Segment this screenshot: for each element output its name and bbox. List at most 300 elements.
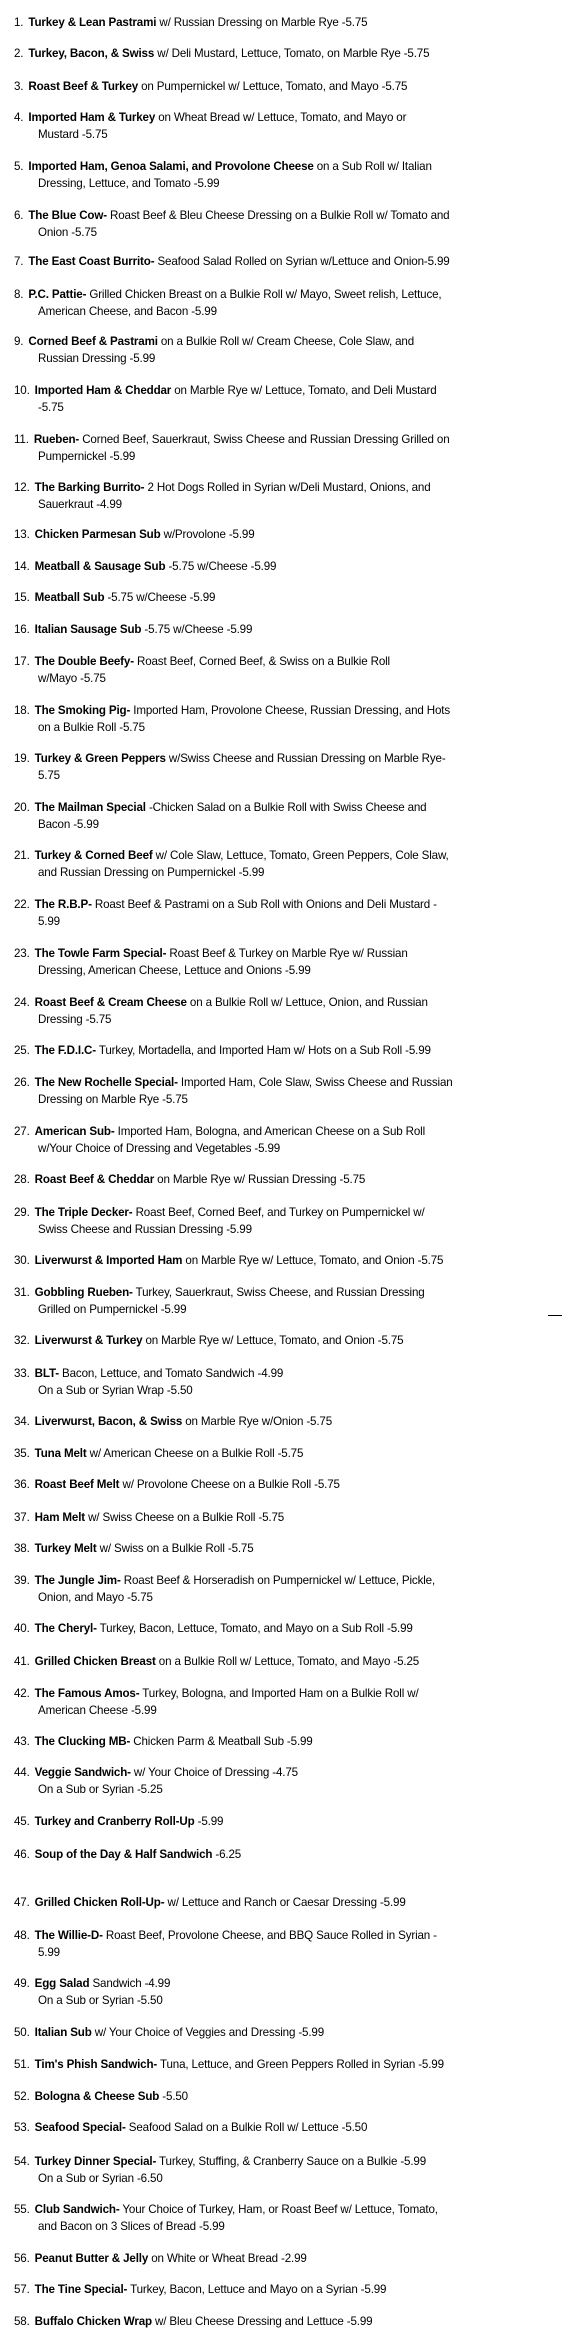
item-description-continued: 5.99 xyxy=(38,915,60,929)
item-number: 6. xyxy=(14,209,24,223)
item-description: Turkey, Bacon, Lettuce and Mayo on a Syrian -5.99 xyxy=(127,2282,387,2296)
menu-item xyxy=(14,1620,539,1637)
item-description: -6.25 xyxy=(212,1847,242,1861)
item-name: Imported Ham & Cheddar xyxy=(34,383,172,397)
item-name: Grilled Chicken Roll-Up- xyxy=(34,1895,165,1909)
item-description: on Marble Rye w/ Lettuce, Tomato, and Onion -5.75 xyxy=(142,1334,404,1348)
item-number: 14. xyxy=(14,559,30,573)
menu-item xyxy=(14,1365,539,1399)
item-number: 49. xyxy=(14,1977,30,1991)
margin-dash xyxy=(548,1315,562,1316)
item-description: on a Sub Roll w/ Italian xyxy=(313,160,432,174)
item-number: 40. xyxy=(14,1622,30,1636)
menu-item xyxy=(14,1476,539,1493)
item-description: Turkey, Bologna, and Imported Ham on a Bulkie Roll w/ xyxy=(139,1687,419,1701)
item-number: 18. xyxy=(14,704,30,718)
item-number: 10. xyxy=(14,383,30,397)
item-number: 43. xyxy=(14,1735,30,1749)
item-description: w/ Cole Slaw, Lettuce, Tomato, Green Peppers, Cole Slaw, xyxy=(152,849,449,863)
menu-item xyxy=(14,158,539,192)
menu-item-line xyxy=(14,799,539,816)
item-name: Roast Beef Melt xyxy=(34,1478,120,1492)
menu-item-line xyxy=(14,1413,539,1430)
item-description: Roast Beef & Bleu Cheese Dressing on a Bulkie Roll w/ Tomato and xyxy=(106,209,450,223)
menu-item xyxy=(14,1413,539,1430)
menu-item-line xyxy=(14,1042,539,1059)
menu-item-line xyxy=(14,2250,539,2267)
item-name: Roast Beef & Cheddar xyxy=(34,1172,155,1186)
item-name: Turkey, Bacon, & Swiss xyxy=(28,47,155,61)
item-number: 7. xyxy=(14,255,24,269)
item-name: The F.D.I.C- xyxy=(34,1044,96,1058)
item-number: 15. xyxy=(14,591,30,605)
item-name: Corned Beef & Pastrami xyxy=(28,334,158,348)
menu-item-line xyxy=(14,1123,539,1140)
item-description: -Chicken Salad on a Bulkie Roll with Swiss Cheese and xyxy=(145,801,427,815)
item-name: The Willie-D- xyxy=(34,1929,103,1943)
menu-item xyxy=(14,382,539,416)
item-number: 21. xyxy=(14,849,30,863)
item-number: 37. xyxy=(14,1510,30,1524)
item-number: 33. xyxy=(14,1366,30,1380)
item-name: Grilled Chicken Breast xyxy=(34,1654,156,1668)
item-description: Imported Ham, Provolone Cheese, Russian Dressing, and Hots xyxy=(130,704,450,718)
menu-item-line xyxy=(14,333,539,350)
item-description: w/Provolone -5.99 xyxy=(160,527,255,541)
item-description-continued: Dressing, Lettuce, and Tomato -5.99 xyxy=(38,177,220,191)
menu-item-line xyxy=(14,1252,539,1269)
item-number: 8. xyxy=(14,288,24,302)
menu-item-line xyxy=(14,558,539,575)
item-description: 2 Hot Dogs Rolled in Syrian w/Deli Mustard, Onions, and xyxy=(144,480,431,494)
item-number: 16. xyxy=(14,622,30,636)
item-number: 41. xyxy=(14,1654,30,1668)
menu-item xyxy=(14,45,539,62)
item-number: 2. xyxy=(14,47,24,61)
item-description: -5.99 xyxy=(194,1815,224,1829)
item-description: w/Swiss Cheese and Russian Dressing on Marble Rye- xyxy=(165,752,446,766)
item-name: Roast Beef & Cream Cheese xyxy=(34,996,187,1010)
item-number: 13. xyxy=(14,527,30,541)
menu-item xyxy=(14,1685,539,1719)
menu-item xyxy=(14,945,539,979)
item-description-continued: Mustard -5.75 xyxy=(38,128,108,142)
menu-item xyxy=(14,589,539,606)
item-description-continued: Pumpernickel -5.99 xyxy=(38,449,136,463)
menu-item xyxy=(14,2313,539,2330)
menu-item xyxy=(14,621,539,638)
item-name: Tuna Melt xyxy=(34,1446,87,1460)
menu-item-line xyxy=(14,1894,539,1911)
item-number: 55. xyxy=(14,2202,30,2216)
item-number: 53. xyxy=(14,2121,30,2135)
item-description-continued: Dressing -5.75 xyxy=(38,1013,112,1027)
item-description: on a Bulkie Roll w/ Cream Cheese, Cole Slaw, and xyxy=(157,334,415,348)
item-description: Turkey, Sauerkraut, Swiss Cheese, and Russian Dressing xyxy=(132,1286,425,1300)
item-description-continued: Russian Dressing -5.99 xyxy=(38,351,156,365)
item-description-continued: Dressing, American Cheese, Lettuce and Onions -5.99 xyxy=(38,964,311,978)
item-number: 22. xyxy=(14,898,30,912)
item-name: Rueben- xyxy=(33,432,80,446)
item-description: Turkey, Stuffing, & Cranberry Sauce on a Bulkie -5.99 xyxy=(156,2154,427,2168)
item-number: 35. xyxy=(14,1446,30,1460)
item-number: 17. xyxy=(14,655,30,669)
item-description-continued: American Cheese, and Bacon -5.99 xyxy=(38,305,217,319)
item-name: The Blue Cow- xyxy=(28,209,107,223)
item-number: 29. xyxy=(14,1205,30,1219)
item-description-continued: -5.75 xyxy=(38,400,64,414)
menu-item xyxy=(14,1813,539,1830)
item-description-continued: On a Sub or Syrian Wrap -5.50 xyxy=(38,1383,193,1397)
item-description: Roast Beef & Horseradish on Pumpernickel w/ Lettuce, Pickle, xyxy=(120,1574,436,1588)
item-name: Veggie Sandwich- xyxy=(34,1766,131,1780)
item-description: Roast Beef & Turkey on Marble Rye w/ Russian xyxy=(166,947,408,961)
menu-item-line xyxy=(14,2056,539,2073)
item-description: Seafood Salad Rolled on Syrian w/Lettuce and Onion-5.99 xyxy=(154,255,450,269)
menu-item-line xyxy=(14,2313,539,2330)
item-description: w/ Your Choice of Dressing -4.75 xyxy=(130,1766,298,1780)
item-name: Turkey and Cranberry Roll-Up xyxy=(34,1815,195,1829)
menu-item-line xyxy=(14,702,539,719)
item-description-continued: 5.99 xyxy=(38,1946,60,1960)
item-number: 28. xyxy=(14,1172,30,1186)
menu-item-line xyxy=(14,431,539,448)
item-description-continued: 5.75 xyxy=(38,769,60,783)
menu-item xyxy=(14,1042,539,1059)
item-description: on Marble Rye w/ Lettuce, Tomato, and Deli Mustard xyxy=(171,383,437,397)
item-name: Bologna & Cheese Sub xyxy=(34,2089,160,2103)
item-description-continued: and Russian Dressing on Pumpernickel -5.99 xyxy=(38,866,265,880)
menu-item-line xyxy=(14,994,539,1011)
item-name: Turkey Dinner Special- xyxy=(34,2154,157,2168)
menu-item-line xyxy=(14,207,539,224)
item-description-continued: Sauerkraut -4.99 xyxy=(38,497,122,511)
item-name: Egg Salad xyxy=(34,1977,90,1991)
menu-item-line xyxy=(14,1733,539,1750)
menu-item xyxy=(14,109,539,143)
item-description: Tuna, Lettuce, and Green Peppers Rolled in Syrian -5.99 xyxy=(157,2057,444,2071)
item-description-continued: Dressing on Marble Rye -5.75 xyxy=(38,1093,188,1107)
item-number: 3. xyxy=(14,79,24,93)
item-number: 26. xyxy=(14,1076,30,1090)
item-description: on a Bulkie Roll w/ Lettuce, Onion, and Russian xyxy=(186,996,428,1010)
item-description: on Wheat Bread w/ Lettuce, Tomato, and Mayo or xyxy=(155,111,407,125)
item-name: Meatball & Sausage Sub xyxy=(34,559,166,573)
item-name: Tim's Phish Sandwich- xyxy=(34,2057,158,2071)
item-description: Seafood Salad on a Bulkie Roll w/ Lettuce -5.50 xyxy=(125,2121,368,2135)
item-number: 1. xyxy=(14,16,24,29)
item-number: 45. xyxy=(14,1815,30,1829)
item-description: w/ Provolone Cheese on a Bulkie Roll -5.75 xyxy=(119,1478,340,1492)
item-description: Imported Ham, Bologna, and American Cheese on a Sub Roll xyxy=(114,1124,426,1138)
item-number: 42. xyxy=(14,1687,30,1701)
item-name: The Double Beefy- xyxy=(34,655,134,669)
menu-item xyxy=(14,2153,539,2187)
item-description: Sandwich -4.99 xyxy=(89,1977,171,1991)
menu-item xyxy=(14,994,539,1028)
item-description: Chicken Parm & Meatball Sub -5.99 xyxy=(130,1735,313,1749)
menu-item-line xyxy=(14,286,539,303)
menu-item xyxy=(14,896,539,930)
item-description: w/ Your Choice of Veggies and Dressing -5.99 xyxy=(91,2026,325,2040)
item-description-continued: On a Sub or Syrian -5.50 xyxy=(38,1994,163,2008)
menu-item xyxy=(14,2088,539,2105)
menu-item xyxy=(14,1123,539,1157)
item-description: w/ Swiss Cheese on a Bulkie Roll -5.75 xyxy=(85,1510,285,1524)
item-number: 27. xyxy=(14,1124,30,1138)
menu-item-line xyxy=(14,382,539,399)
item-name: The Towle Farm Special- xyxy=(34,947,167,961)
menu-item-line xyxy=(14,653,539,670)
item-description: w/ Swiss on a Bulkie Roll -5.75 xyxy=(96,1542,254,1556)
item-description-continued: and Bacon on 3 Slices of Bread -5.99 xyxy=(38,2219,225,2233)
item-name: Turkey & Green Peppers xyxy=(34,752,166,766)
menu-item xyxy=(14,253,539,270)
item-description: Bacon, Lettuce, and Tomato Sandwich -4.99 xyxy=(58,1366,284,1380)
menu-item xyxy=(14,207,539,241)
menu-item-line xyxy=(14,158,539,175)
item-description-continued: Bacon -5.99 xyxy=(38,818,99,832)
item-description: w/ Russian Dressing on Marble Rye -5.75 xyxy=(156,16,368,29)
item-description-continued: On a Sub or Syrian -5.25 xyxy=(38,1783,163,1797)
item-number: 4. xyxy=(14,111,24,125)
item-description-continued: w/Your Choice of Dressing and Vegetables -5.99 xyxy=(38,1141,281,1155)
item-number: 57. xyxy=(14,2282,30,2296)
item-name: Liverwurst & Imported Ham xyxy=(34,1253,183,1267)
menu-item-line xyxy=(14,1540,539,1557)
menu-item xyxy=(14,1733,539,1750)
menu-item xyxy=(14,2281,539,2298)
item-name: Soup of the Day & Half Sandwich xyxy=(34,1847,213,1861)
menu-item xyxy=(14,1975,539,2009)
item-description: Roast Beef, Corned Beef, & Swiss on a Bulkie Roll xyxy=(133,655,390,669)
item-number: 39. xyxy=(14,1574,30,1588)
item-description-continued: Swiss Cheese and Russian Dressing -5.99 xyxy=(38,1222,252,1236)
item-number: 24. xyxy=(14,996,30,1010)
item-description: w/ American Cheese on a Bulkie Roll -5.75 xyxy=(86,1446,304,1460)
item-number: 47. xyxy=(14,1895,30,1909)
menu-item-line xyxy=(14,750,539,767)
menu-item xyxy=(14,286,539,320)
item-name: The Triple Decker- xyxy=(34,1205,133,1219)
menu-item-line xyxy=(14,1284,539,1301)
item-description: Roast Beef, Corned Beef, and Turkey on Pumpernickel w/ xyxy=(132,1205,425,1219)
item-name: American Sub- xyxy=(34,1124,115,1138)
menu-item-line xyxy=(14,1204,539,1221)
menu-item-line xyxy=(14,589,539,606)
menu-item-line xyxy=(14,45,539,62)
menu-item-line xyxy=(14,1572,539,1589)
menu-item-line xyxy=(14,621,539,638)
menu-item-line xyxy=(14,1509,539,1526)
item-description: w/ Lettuce and Ranch or Caesar Dressing -5.99 xyxy=(164,1895,406,1909)
item-name: Turkey Melt xyxy=(34,1542,97,1556)
item-name: The New Rochelle Special- xyxy=(34,1076,178,1090)
item-number: 52. xyxy=(14,2089,30,2103)
item-description: -5.75 w/Cheese -5.99 xyxy=(165,559,277,573)
item-name: Turkey & Lean Pastrami xyxy=(28,16,157,29)
item-description: w/ Deli Mustard, Lettuce, Tomato, on Marble Rye -5.75 xyxy=(154,47,430,61)
item-description: -5.75 w/Cheese -5.99 xyxy=(141,622,253,636)
menu-item xyxy=(14,799,539,833)
item-number: 50. xyxy=(14,2026,30,2040)
item-name: Meatball Sub xyxy=(34,591,105,605)
item-name: The Famous Amos- xyxy=(34,1687,140,1701)
menu-item-line xyxy=(14,1685,539,1702)
menu-item xyxy=(14,1252,539,1269)
item-name: The Clucking MB- xyxy=(34,1735,131,1749)
menu-item-line xyxy=(14,1332,539,1349)
menu-item xyxy=(14,1284,539,1318)
item-name: The Barking Burrito- xyxy=(34,480,145,494)
menu-item-line xyxy=(14,945,539,962)
menu-item-line xyxy=(14,1074,539,1091)
menu-item-line xyxy=(14,1476,539,1493)
item-name: The Jungle Jim- xyxy=(34,1574,121,1588)
item-number: 56. xyxy=(14,2251,30,2265)
menu-item xyxy=(14,1509,539,1526)
menu-item xyxy=(14,2056,539,2073)
menu-item xyxy=(14,847,539,881)
menu-item xyxy=(14,1572,539,1606)
item-number: 20. xyxy=(14,801,30,815)
item-number: 31. xyxy=(14,1286,30,1300)
menu-item xyxy=(14,1927,539,1961)
menu-item-line xyxy=(14,109,539,126)
item-number: 19. xyxy=(14,752,30,766)
menu-item-line xyxy=(14,253,539,270)
menu-item-line xyxy=(14,2153,539,2170)
item-name: The R.B.P- xyxy=(34,898,92,912)
menu-item-line xyxy=(14,14,539,31)
menu-item-line xyxy=(14,847,539,864)
item-name: Italian Sub xyxy=(34,2026,92,2040)
menu-item xyxy=(14,2119,539,2136)
item-number: 44. xyxy=(14,1766,30,1780)
menu-item-line xyxy=(14,1620,539,1637)
menu-item xyxy=(14,1204,539,1238)
item-name: Imported Ham, Genoa Salami, and Provolone Cheese xyxy=(28,160,314,174)
menu-item xyxy=(14,1846,539,1863)
item-description-continued: Onion -5.75 xyxy=(38,226,97,240)
item-description: on a Bulkie Roll w/ Lettuce, Tomato, and Mayo -5.25 xyxy=(155,1654,420,1668)
menu-item xyxy=(14,431,539,465)
item-name: Gobbling Rueben- xyxy=(34,1286,133,1300)
item-number: 32. xyxy=(14,1334,30,1348)
menu-item-line xyxy=(14,896,539,913)
menu-item-line xyxy=(14,526,539,543)
menu-item-line xyxy=(14,2119,539,2136)
menu-item xyxy=(14,1540,539,1557)
menu-item xyxy=(14,1074,539,1108)
menu-item-line xyxy=(14,1171,539,1188)
item-description-continued: w/Mayo -5.75 xyxy=(38,672,106,686)
item-name: P.C. Pattie- xyxy=(28,288,87,302)
item-name: Chicken Parmesan Sub xyxy=(34,527,161,541)
menu-item xyxy=(14,1653,539,1670)
menu-item xyxy=(14,14,539,31)
menu-item xyxy=(14,1764,539,1798)
menu-item xyxy=(14,479,539,513)
item-description-continued: On a Sub or Syrian -6.50 xyxy=(38,2171,163,2185)
item-number: 12. xyxy=(14,480,30,494)
menu-item xyxy=(14,702,539,736)
item-number: 11. xyxy=(14,432,29,446)
item-description: on Marble Rye w/ Russian Dressing -5.75 xyxy=(154,1172,366,1186)
menu-item-line xyxy=(14,1927,539,1944)
menu-item-line xyxy=(14,1365,539,1382)
menu-item xyxy=(14,78,539,95)
menu-item-line xyxy=(14,2281,539,2298)
menu-item-line xyxy=(14,479,539,496)
item-number: 58. xyxy=(14,2315,30,2329)
item-number: 5. xyxy=(14,160,24,174)
item-description: w/ Bleu Cheese Dressing and Lettuce -5.99 xyxy=(151,2315,373,2329)
menu-item xyxy=(14,1445,539,1462)
item-description: Grilled Chicken Breast on a Bulkie Roll w/ Mayo, Sweet relish, Lettuce, xyxy=(86,288,442,302)
menu-item-line xyxy=(14,1653,539,1670)
item-name: The Cheryl- xyxy=(34,1622,97,1636)
item-name: The Tine Special- xyxy=(34,2282,128,2296)
menu-item-line xyxy=(14,78,539,95)
item-name: Liverwurst & Turkey xyxy=(34,1334,143,1348)
item-description: on Pumpernickel w/ Lettuce, Tomato, and Mayo -5.75 xyxy=(138,79,408,93)
item-name: BLT- xyxy=(34,1366,59,1380)
menu-item-line xyxy=(14,1813,539,1830)
item-number: 9. xyxy=(14,334,24,348)
item-name: Buffalo Chicken Wrap xyxy=(34,2315,152,2329)
menu-item xyxy=(14,526,539,543)
item-number: 30. xyxy=(14,1253,30,1267)
item-description: Turkey, Mortadella, and Imported Ham w/ Hots on a Sub Roll -5.99 xyxy=(96,1044,431,1058)
item-name: Italian Sausage Sub xyxy=(34,622,142,636)
item-number: 48. xyxy=(14,1929,30,1943)
item-name: The Mailman Special xyxy=(34,801,146,815)
item-description-continued: Grilled on Pumpernickel -5.99 xyxy=(38,1303,187,1317)
item-name: Imported Ham & Turkey xyxy=(28,111,156,125)
menu-item-line xyxy=(14,1445,539,1462)
item-description: Corned Beef, Sauerkraut, Swiss Cheese and Russian Dressing Grilled on xyxy=(79,432,450,446)
menu-item-line xyxy=(14,1846,539,1863)
item-number: 36. xyxy=(14,1478,30,1492)
item-name: Peanut Butter & Jelly xyxy=(34,2251,149,2265)
menu-item xyxy=(14,2201,539,2235)
item-name: Liverwurst, Bacon, & Swiss xyxy=(34,1414,183,1428)
item-number: 46. xyxy=(14,1847,30,1861)
item-name: The East Coast Burrito- xyxy=(28,255,155,269)
item-description: on Marble Rye w/ Lettuce, Tomato, and Onion -5.75 xyxy=(182,1253,444,1267)
menu-item xyxy=(14,1171,539,1188)
menu-item xyxy=(14,2250,539,2267)
item-name: Ham Melt xyxy=(34,1510,86,1524)
menu-item-line xyxy=(14,2201,539,2218)
item-name: Club Sandwich- xyxy=(34,2202,120,2216)
item-number: 51. xyxy=(14,2057,30,2071)
menu-item xyxy=(14,1894,539,1911)
item-description: -5.50 xyxy=(159,2089,188,2103)
menu-item xyxy=(14,1332,539,1349)
item-description-continued: on a Bulkie Roll -5.75 xyxy=(38,721,145,735)
menu-item-line xyxy=(14,2024,539,2041)
item-description-continued: Onion, and Mayo -5.75 xyxy=(38,1591,153,1605)
menu-item xyxy=(14,2024,539,2041)
item-number: 34. xyxy=(14,1414,30,1428)
menu-item xyxy=(14,558,539,575)
item-description: Imported Ham, Cole Slaw, Swiss Cheese and Russian xyxy=(177,1076,453,1090)
item-number: 38. xyxy=(14,1542,30,1556)
item-number: 25. xyxy=(14,1044,30,1058)
menu-item xyxy=(14,750,539,784)
